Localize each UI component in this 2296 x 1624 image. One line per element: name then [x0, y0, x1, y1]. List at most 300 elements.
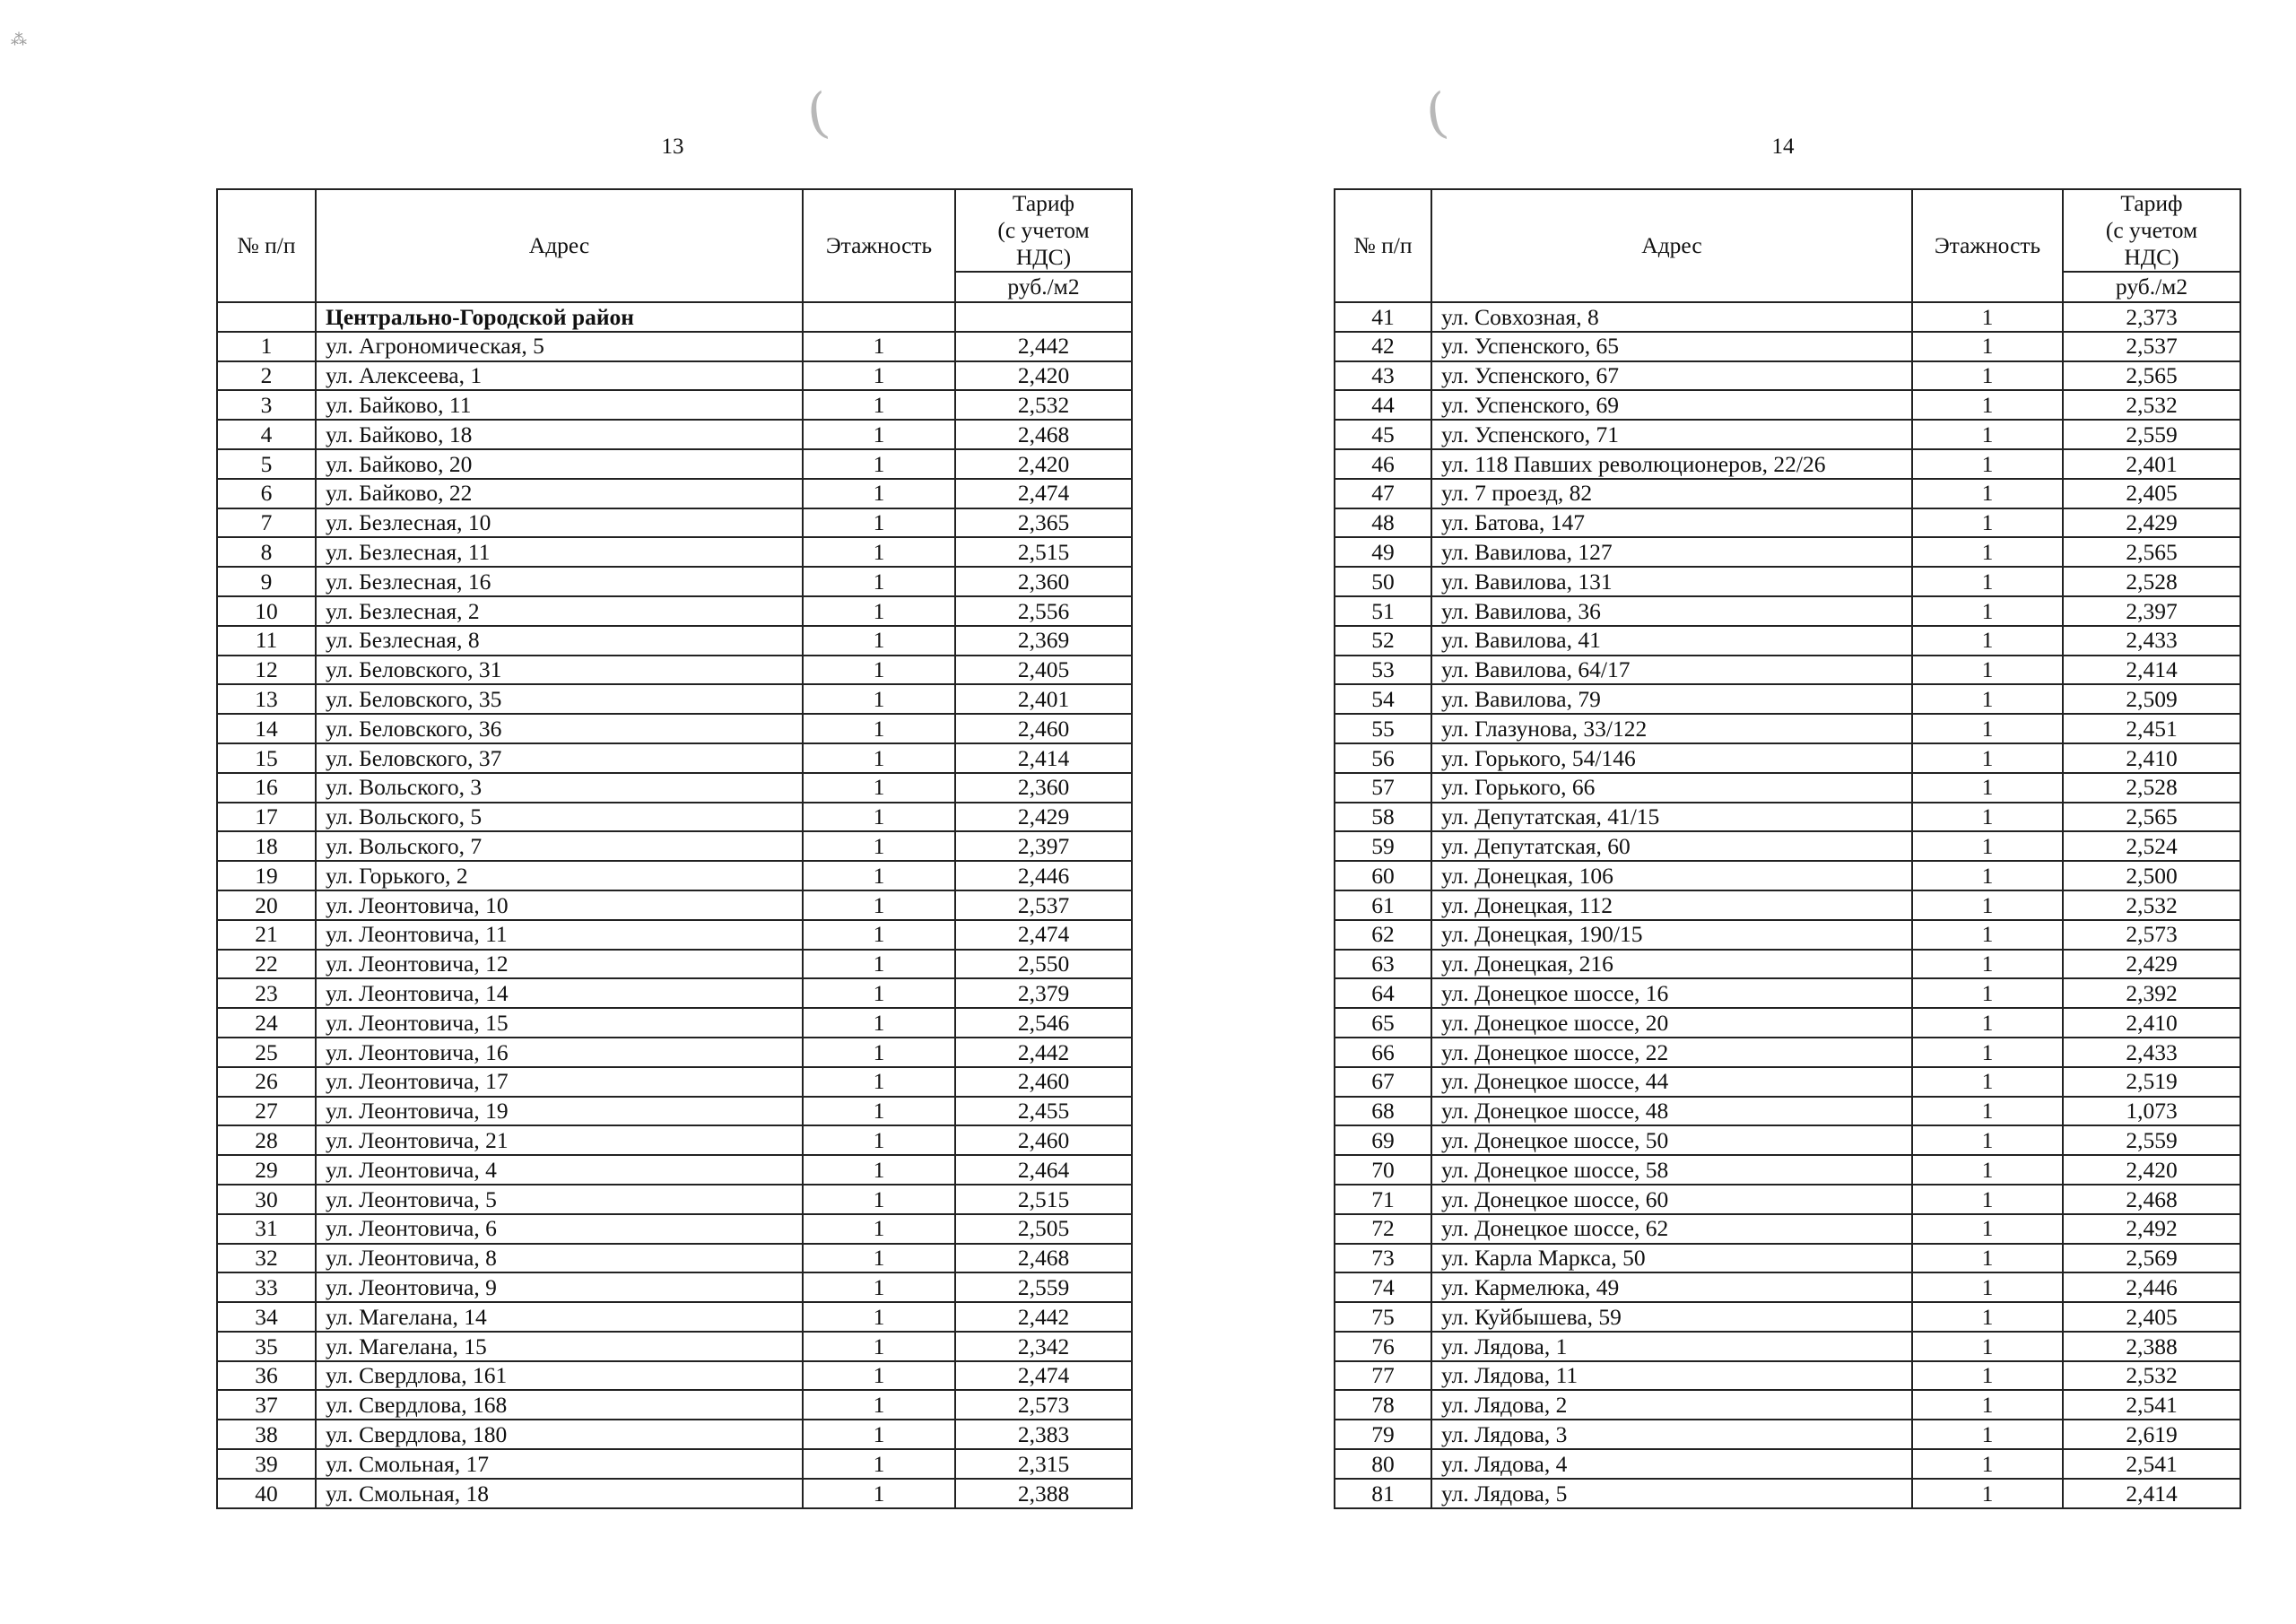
table-row	[1335, 596, 2240, 626]
row-rate: 1,073	[2063, 1097, 2240, 1126]
table-row	[217, 361, 1132, 391]
row-number: 62	[1335, 920, 1431, 950]
row-rate: 2,397	[2063, 596, 2240, 626]
row-rate: 2,474	[955, 920, 1132, 950]
row-rate: 2,619	[2063, 1420, 2240, 1449]
table-row	[1335, 479, 2240, 508]
row-floors: 1	[1912, 890, 2063, 920]
row-floors: 1	[803, 1302, 955, 1332]
row-floors: 1	[803, 656, 955, 685]
row-floors: 1	[803, 479, 955, 508]
row-rate: 2,509	[2063, 684, 2240, 714]
row-number: 14	[217, 714, 316, 743]
row-rate: 2,550	[955, 950, 1132, 979]
row-address: ул. Успенского, 69	[1431, 390, 1912, 420]
row-rate: 2,397	[955, 831, 1132, 861]
row-address: ул. Байково, 11	[316, 390, 803, 420]
row-address: ул. Леонтовича, 12	[316, 950, 803, 979]
row-floors: 1	[803, 361, 955, 391]
row-floors: 1	[1912, 1185, 2063, 1214]
table-row	[1335, 861, 2240, 890]
header-rate-line1: Тариф	[2120, 190, 2183, 216]
row-number: 34	[217, 1302, 316, 1332]
row-number: 55	[1335, 714, 1431, 743]
row-number: 75	[1335, 1302, 1431, 1332]
row-number: 12	[217, 656, 316, 685]
table-row	[1335, 1008, 2240, 1038]
row-address: ул. Леонтовича, 15	[316, 1008, 803, 1038]
row-floors: 1	[1912, 861, 2063, 890]
page-number-right: 14	[1771, 135, 1795, 159]
row-rate: 2,365	[955, 508, 1132, 538]
table-row	[1335, 449, 2240, 479]
table-row	[217, 1125, 1132, 1155]
row-address: ул. Леонтовича, 21	[316, 1125, 803, 1155]
row-number: 61	[1335, 890, 1431, 920]
row-address: ул. Донецкое шоссе, 44	[1431, 1067, 1912, 1097]
row-floors: 1	[803, 1214, 955, 1244]
table-row	[217, 1155, 1132, 1185]
row-address: ул. 118 Павших революционеров, 22/26	[1431, 449, 1912, 479]
row-number: 38	[217, 1420, 316, 1449]
table-row	[217, 1185, 1132, 1214]
row-floors: 1	[1912, 626, 2063, 656]
district-num-cell	[217, 302, 316, 332]
row-rate: 2,410	[2063, 743, 2240, 773]
table-row	[217, 1390, 1132, 1420]
row-address: ул. Беловского, 31	[316, 656, 803, 685]
row-floors: 1	[803, 803, 955, 832]
row-floors: 1	[803, 920, 955, 950]
row-number: 77	[1335, 1361, 1431, 1391]
table-row	[1335, 1214, 2240, 1244]
row-number: 27	[217, 1097, 316, 1126]
table-row	[217, 508, 1132, 538]
row-rate: 2,373	[2063, 302, 2240, 332]
row-address: ул. Вольского, 7	[316, 831, 803, 861]
row-address: ул. Алексеева, 1	[316, 361, 803, 391]
row-address: ул. Свердлова, 180	[316, 1420, 803, 1449]
row-floors: 1	[1912, 920, 2063, 950]
header-num: № п/п	[1335, 189, 1431, 302]
table-row	[217, 656, 1132, 685]
row-number: 22	[217, 950, 316, 979]
row-address: ул. Леонтовича, 14	[316, 978, 803, 1008]
row-address: ул. Беловского, 37	[316, 743, 803, 773]
row-address: ул. Леонтовича, 16	[316, 1038, 803, 1067]
table-row	[1335, 1420, 2240, 1449]
table-row	[217, 1361, 1132, 1391]
row-rate: 2,537	[2063, 332, 2240, 361]
row-address: ул. Куйбышева, 59	[1431, 1302, 1912, 1332]
district-row	[217, 302, 1132, 332]
row-floors: 1	[803, 773, 955, 803]
row-address: ул. Безлесная, 16	[316, 567, 803, 596]
row-rate: 2,492	[2063, 1214, 2240, 1244]
table-row	[217, 1038, 1132, 1067]
table-row	[1335, 1097, 2240, 1126]
row-number: 78	[1335, 1390, 1431, 1420]
row-floors: 1	[803, 1479, 955, 1508]
row-rate: 2,532	[955, 390, 1132, 420]
row-floors: 1	[803, 1390, 955, 1420]
table-row	[217, 1067, 1132, 1097]
row-number: 53	[1335, 656, 1431, 685]
row-rate: 2,565	[2063, 803, 2240, 832]
row-floors: 1	[1912, 567, 2063, 596]
table-row	[1335, 978, 2240, 1008]
row-address: ул. Байково, 22	[316, 479, 803, 508]
row-rate: 2,414	[955, 743, 1132, 773]
row-number: 79	[1335, 1420, 1431, 1449]
row-address: ул. Магелана, 15	[316, 1332, 803, 1361]
row-floors: 1	[1912, 361, 2063, 391]
row-rate: 2,569	[2063, 1244, 2240, 1273]
row-address: ул. Вольского, 3	[316, 773, 803, 803]
row-floors: 1	[1912, 1302, 2063, 1332]
tariff-table-right	[1334, 188, 2241, 1509]
row-rate: 2,455	[955, 1097, 1132, 1126]
row-number: 50	[1335, 567, 1431, 596]
row-rate: 2,565	[2063, 361, 2240, 391]
table-row	[1335, 1332, 2240, 1361]
row-floors: 1	[803, 567, 955, 596]
row-floors: 1	[803, 684, 955, 714]
row-address: ул. Байково, 18	[316, 420, 803, 449]
row-floors: 1	[803, 1185, 955, 1214]
row-rate: 2,464	[955, 1155, 1132, 1185]
row-number: 28	[217, 1125, 316, 1155]
row-number: 8	[217, 537, 316, 567]
row-rate: 2,405	[955, 656, 1132, 685]
table-row	[1335, 684, 2240, 714]
row-floors: 1	[803, 743, 955, 773]
row-floors: 1	[1912, 420, 2063, 449]
row-rate: 2,524	[2063, 831, 2240, 861]
row-floors: 1	[1912, 479, 2063, 508]
row-rate: 2,515	[955, 537, 1132, 567]
row-floors: 1	[1912, 1038, 2063, 1067]
row-floors: 1	[803, 1155, 955, 1185]
row-address: ул. Леонтовича, 19	[316, 1097, 803, 1126]
table-row	[1335, 1155, 2240, 1185]
row-floors: 1	[803, 1332, 955, 1361]
row-address: ул. Леонтовича, 10	[316, 890, 803, 920]
row-rate: 2,433	[2063, 626, 2240, 656]
row-number: 2	[217, 361, 316, 391]
row-floors: 1	[803, 1097, 955, 1126]
row-address: ул. Донецкое шоссе, 20	[1431, 1008, 1912, 1038]
table-row	[217, 1302, 1132, 1332]
row-rate: 2,468	[955, 420, 1132, 449]
row-number: 72	[1335, 1214, 1431, 1244]
row-address: ул. Батова, 147	[1431, 508, 1912, 538]
row-address: ул. Успенского, 67	[1431, 361, 1912, 391]
row-rate: 2,442	[955, 1302, 1132, 1332]
row-rate: 2,537	[955, 890, 1132, 920]
row-floors: 1	[803, 1361, 955, 1391]
row-rate: 2,405	[2063, 1302, 2240, 1332]
table-row	[217, 950, 1132, 979]
row-number: 49	[1335, 537, 1431, 567]
row-number: 48	[1335, 508, 1431, 538]
row-number: 76	[1335, 1332, 1431, 1361]
district-name: Центрально-Городской район	[316, 302, 803, 332]
table-row	[1335, 831, 2240, 861]
header-rate-line2: (с учетом	[2105, 217, 2198, 243]
row-floors: 1	[1912, 1272, 2063, 1302]
table-row	[1335, 302, 2240, 332]
row-address: ул. Лядова, 11	[1431, 1361, 1912, 1391]
row-address: ул. Депутатская, 41/15	[1431, 803, 1912, 832]
row-rate: 2,429	[2063, 950, 2240, 979]
row-floors: 1	[1912, 596, 2063, 626]
row-rate: 2,405	[2063, 479, 2240, 508]
row-rate: 2,315	[955, 1449, 1132, 1479]
row-floors: 1	[1912, 1332, 2063, 1361]
row-number: 19	[217, 861, 316, 890]
row-address: ул. Донецкое шоссе, 50	[1431, 1125, 1912, 1155]
header-unit: руб./м2	[2063, 272, 2240, 302]
row-number: 29	[217, 1155, 316, 1185]
row-address: ул. Агрономическая, 5	[316, 332, 803, 361]
row-number: 71	[1335, 1185, 1431, 1214]
row-number: 56	[1335, 743, 1431, 773]
row-rate: 2,360	[955, 567, 1132, 596]
table-row	[1335, 1449, 2240, 1479]
row-address: ул. Успенского, 71	[1431, 420, 1912, 449]
row-address: ул. Магелана, 14	[316, 1302, 803, 1332]
header-address: Адрес	[1431, 189, 1912, 302]
row-number: 17	[217, 803, 316, 832]
header-rate-line1: Тариф	[1012, 190, 1075, 216]
row-floors: 1	[803, 978, 955, 1008]
row-rate: 2,388	[2063, 1332, 2240, 1361]
row-address: ул. Карла Маркса, 50	[1431, 1244, 1912, 1273]
row-number: 69	[1335, 1125, 1431, 1155]
table-row	[217, 420, 1132, 449]
row-rate: 2,342	[955, 1332, 1132, 1361]
row-floors: 1	[1912, 332, 2063, 361]
table-row	[1335, 743, 2240, 773]
row-floors: 1	[1912, 1361, 2063, 1391]
row-address: ул. Донецкое шоссе, 58	[1431, 1155, 1912, 1185]
row-rate: 2,460	[955, 1067, 1132, 1097]
row-rate: 2,573	[2063, 920, 2240, 950]
row-number: 11	[217, 626, 316, 656]
row-number: 39	[217, 1449, 316, 1479]
row-floors: 1	[803, 626, 955, 656]
row-number: 54	[1335, 684, 1431, 714]
row-rate: 2,392	[2063, 978, 2240, 1008]
row-rate: 2,532	[2063, 890, 2240, 920]
row-number: 10	[217, 596, 316, 626]
row-floors: 1	[803, 537, 955, 567]
header-rate	[2063, 189, 2240, 272]
row-floors: 1	[1912, 1479, 2063, 1508]
row-number: 7	[217, 508, 316, 538]
row-floors: 1	[1912, 537, 2063, 567]
table-row	[1335, 1038, 2240, 1067]
row-rate: 2,559	[955, 1272, 1132, 1302]
row-rate: 2,360	[955, 773, 1132, 803]
table-row	[1335, 1479, 2240, 1508]
row-number: 60	[1335, 861, 1431, 890]
row-address: ул. Донецкое шоссе, 16	[1431, 978, 1912, 1008]
row-floors: 1	[1912, 1449, 2063, 1479]
row-number: 15	[217, 743, 316, 773]
row-floors: 1	[803, 449, 955, 479]
row-rate: 2,429	[955, 803, 1132, 832]
row-floors: 1	[803, 420, 955, 449]
table-row	[217, 803, 1132, 832]
row-address: ул. Безлесная, 11	[316, 537, 803, 567]
scan-speck: ⁂	[11, 30, 27, 48]
row-number: 63	[1335, 950, 1431, 979]
row-floors: 1	[1912, 390, 2063, 420]
row-floors: 1	[803, 1420, 955, 1449]
row-number: 81	[1335, 1479, 1431, 1508]
row-number: 3	[217, 390, 316, 420]
row-floors: 1	[1912, 743, 2063, 773]
row-address: ул. Безлесная, 8	[316, 626, 803, 656]
table-row	[217, 596, 1132, 626]
scan-mark-left: (	[803, 81, 833, 147]
row-number: 58	[1335, 803, 1431, 832]
table-row	[1335, 1361, 2240, 1391]
row-number: 44	[1335, 390, 1431, 420]
row-rate: 2,546	[955, 1008, 1132, 1038]
table-row	[217, 567, 1132, 596]
row-number: 67	[1335, 1067, 1431, 1097]
row-address: ул. Донецкое шоссе, 62	[1431, 1214, 1912, 1244]
row-address: ул. Вавилова, 131	[1431, 567, 1912, 596]
row-address: ул. Вавилова, 36	[1431, 596, 1912, 626]
table-row	[1335, 567, 2240, 596]
row-number: 46	[1335, 449, 1431, 479]
row-address: ул. Горького, 66	[1431, 773, 1912, 803]
row-number: 23	[217, 978, 316, 1008]
row-floors: 1	[803, 950, 955, 979]
row-rate: 2,505	[955, 1214, 1132, 1244]
row-address: ул. Безлесная, 10	[316, 508, 803, 538]
row-number: 30	[217, 1185, 316, 1214]
row-address: ул. Донецкая, 112	[1431, 890, 1912, 920]
table-row	[217, 1272, 1132, 1302]
table-row	[217, 1332, 1132, 1361]
row-rate: 2,383	[955, 1420, 1132, 1449]
row-address: ул. Лядова, 4	[1431, 1449, 1912, 1479]
row-rate: 2,500	[2063, 861, 2240, 890]
row-address: ул. Леонтовича, 17	[316, 1067, 803, 1097]
row-address: ул. Вавилова, 41	[1431, 626, 1912, 656]
table-row	[1335, 332, 2240, 361]
header-rate	[955, 189, 1132, 272]
row-floors: 1	[803, 831, 955, 861]
row-number: 18	[217, 831, 316, 861]
row-floors: 1	[803, 1038, 955, 1067]
row-floors: 1	[803, 1449, 955, 1479]
row-number: 37	[217, 1390, 316, 1420]
row-number: 32	[217, 1244, 316, 1273]
header-rate-line2: (с учетом	[997, 217, 1090, 243]
row-floors: 1	[803, 714, 955, 743]
table-row	[1335, 1244, 2240, 1273]
row-number: 25	[217, 1038, 316, 1067]
row-number: 59	[1335, 831, 1431, 861]
row-number: 65	[1335, 1008, 1431, 1038]
row-address: ул. Лядова, 3	[1431, 1420, 1912, 1449]
table-row	[1335, 1067, 2240, 1097]
row-number: 66	[1335, 1038, 1431, 1067]
row-rate: 2,528	[2063, 773, 2240, 803]
table-row	[1335, 1390, 2240, 1420]
row-number: 24	[217, 1008, 316, 1038]
header-address: Адрес	[316, 189, 803, 302]
row-rate: 2,369	[955, 626, 1132, 656]
district-floors-cell	[803, 302, 955, 332]
row-address: ул. Байково, 20	[316, 449, 803, 479]
table-row	[217, 332, 1132, 361]
row-address: ул. 7 проезд, 82	[1431, 479, 1912, 508]
table-row	[217, 390, 1132, 420]
row-rate: 2,528	[2063, 567, 2240, 596]
row-rate: 2,556	[955, 596, 1132, 626]
tariff-table-left	[216, 188, 1133, 1509]
table-row	[217, 1420, 1132, 1449]
row-address: ул. Леонтовича, 6	[316, 1214, 803, 1244]
row-rate: 2,541	[2063, 1449, 2240, 1479]
row-floors: 1	[1912, 1155, 2063, 1185]
row-address: ул. Лядова, 5	[1431, 1479, 1912, 1508]
row-number: 20	[217, 890, 316, 920]
table-row	[217, 684, 1132, 714]
row-floors: 1	[1912, 656, 2063, 685]
header-rate-line3: НДС)	[1015, 244, 1072, 270]
row-rate: 2,446	[955, 861, 1132, 890]
row-floors: 1	[803, 1008, 955, 1038]
row-address: ул. Свердлова, 168	[316, 1390, 803, 1420]
row-address: ул. Донецкая, 190/15	[1431, 920, 1912, 950]
row-floors: 1	[803, 1125, 955, 1155]
row-number: 35	[217, 1332, 316, 1361]
row-number: 68	[1335, 1097, 1431, 1126]
scan-mark-right: (	[1422, 81, 1452, 147]
row-floors: 1	[1912, 1097, 2063, 1126]
row-rate: 2,414	[2063, 1479, 2240, 1508]
row-address: ул. Леонтовича, 5	[316, 1185, 803, 1214]
row-address: ул. Беловского, 36	[316, 714, 803, 743]
table-row	[217, 861, 1132, 890]
row-floors: 1	[803, 332, 955, 361]
header-rate-line3: НДС)	[2124, 244, 2179, 270]
table-row	[217, 537, 1132, 567]
table-row	[217, 920, 1132, 950]
table-row	[1335, 1125, 2240, 1155]
row-number: 41	[1335, 302, 1431, 332]
row-floors: 1	[1912, 831, 2063, 861]
row-floors: 1	[803, 861, 955, 890]
row-rate: 2,451	[2063, 714, 2240, 743]
table-row	[217, 1097, 1132, 1126]
row-rate: 2,468	[2063, 1185, 2240, 1214]
table-row	[1335, 920, 2240, 950]
row-floors: 1	[803, 596, 955, 626]
row-number: 40	[217, 1479, 316, 1508]
row-address: ул. Вольского, 5	[316, 803, 803, 832]
table-row	[1335, 1302, 2240, 1332]
row-floors: 1	[1912, 714, 2063, 743]
